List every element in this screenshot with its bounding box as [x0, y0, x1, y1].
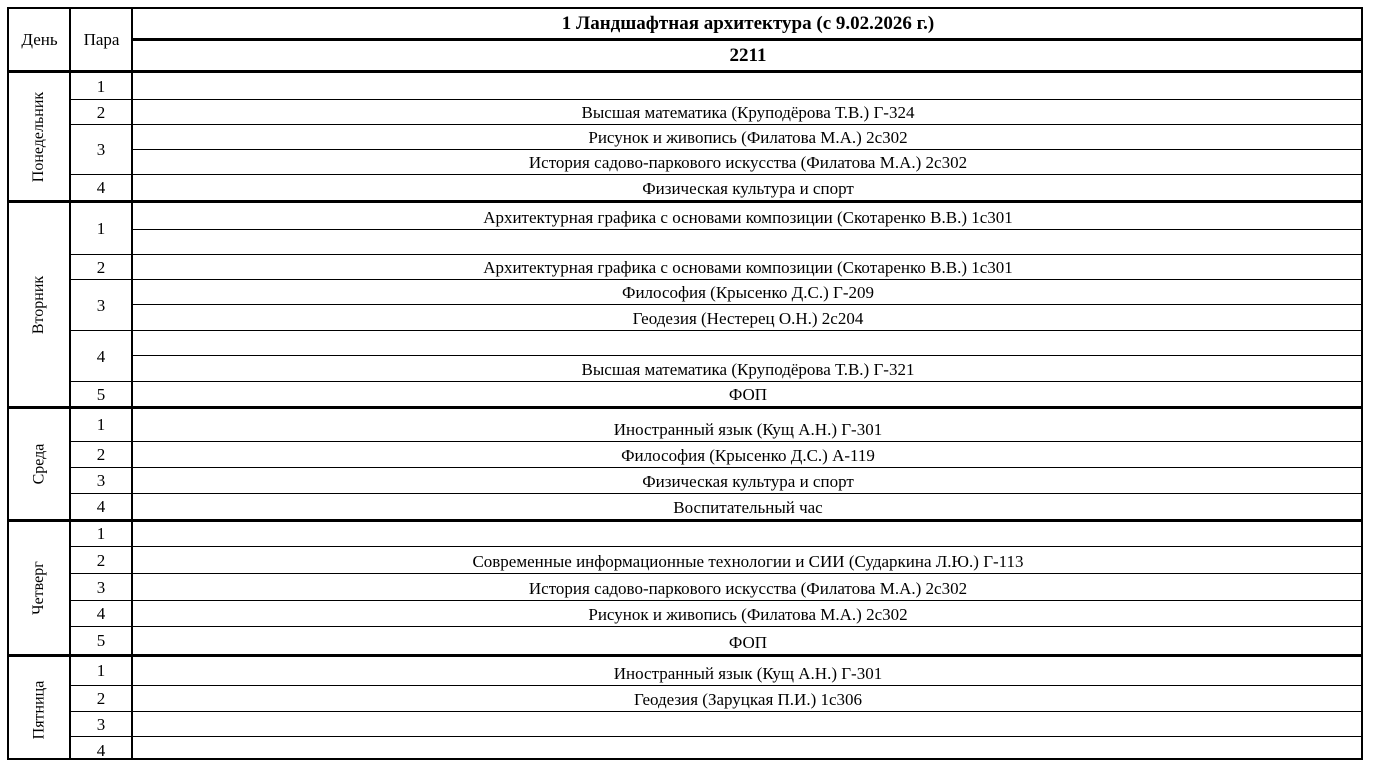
lesson-cell: Рисунок и живопись (Филатова М.А.) 2с302	[588, 605, 908, 624]
lesson-cell	[133, 712, 1363, 737]
lesson-cell: Рисунок и живопись (Филатова М.А.) 2с302	[588, 128, 908, 147]
lesson-cell	[133, 737, 1363, 764]
pair-number: 1	[96, 661, 106, 680]
lesson-cell	[133, 230, 1363, 255]
lesson-cell: Физическая культура и спорт	[642, 472, 854, 491]
pair-number: 2	[96, 445, 106, 464]
pair-number: 4	[96, 740, 106, 760]
day-name: Понедельник	[30, 91, 47, 183]
pair-number: 2	[96, 550, 106, 570]
pair-number: 1	[96, 218, 106, 238]
lesson-cell: Геодезия (Нестерец О.Н.) 2с204	[632, 309, 864, 328]
lesson-cell: Философия (Крысенко Д.С.) Г-209	[622, 283, 874, 302]
lesson-cell: Архитектурная графика с основами композиции (Скотаренко В.В.) 1с301	[483, 258, 1013, 277]
header-day: День	[21, 30, 58, 49]
day-name: Четверг	[30, 561, 47, 615]
pair-number: 3	[96, 295, 106, 315]
day-name: Среда	[30, 443, 47, 485]
lesson-cell: Высшая математика (Круподёрова Т.В.) Г-321	[581, 360, 915, 379]
lesson-cell: История садово-паркового искусства (Филатова М.А.) 2с302	[528, 579, 968, 598]
day-name: Пятница	[29, 680, 47, 740]
pair-number: 2	[96, 689, 106, 708]
lesson-cell: Философия (Крысенко Д.С.) А-119	[621, 446, 875, 465]
header-pair: Пара	[83, 30, 120, 49]
pair-number: 4	[96, 178, 106, 197]
pair-number: 5	[96, 384, 106, 404]
lesson-cell: История садово-паркового искусства (Филатова М.А.) 2с302	[528, 153, 968, 172]
lesson-cell: Высшая математика (Круподёрова Т.В.) Г-324	[581, 103, 915, 122]
schedule-table	[7, 7, 1363, 760]
day-label	[9, 73, 69, 201]
pair-number: 1	[96, 524, 106, 543]
day-label	[9, 521, 69, 655]
row-divider	[133, 38, 1363, 41]
pair-number: 4	[96, 346, 106, 366]
pair-number: 2	[96, 102, 106, 122]
day-label	[9, 408, 69, 520]
pair-number: 3	[96, 140, 106, 159]
pair-number: 3	[96, 471, 106, 490]
pair-number: 4	[96, 604, 106, 623]
pair-number: 1	[96, 76, 106, 96]
day-label	[9, 202, 69, 407]
day-label	[9, 656, 69, 764]
lesson-cell: Иностранный язык (Кущ А.Н.) Г-301	[613, 664, 883, 683]
lesson-cell	[133, 73, 1363, 100]
lesson-cell: Архитектурная графика с основами композиции (Скотаренко В.В.) 1с301	[483, 208, 1013, 227]
pair-number: 3	[96, 577, 106, 597]
pair-number: 3	[96, 714, 106, 734]
lesson-cell	[133, 521, 1363, 547]
header-title: 1 Ландшафтная архитектура (с 9.02.2026 г.)	[561, 13, 935, 34]
pair-number: 5	[96, 631, 106, 650]
lesson-cell: Воспитательный час	[673, 498, 823, 517]
pair-number: 4	[96, 497, 106, 516]
header-group: 2211	[729, 45, 767, 66]
lesson-cell	[133, 331, 1363, 356]
lesson-cell: ФОП	[728, 633, 768, 652]
pair-number: 2	[96, 257, 106, 277]
lesson-cell: ФОП	[728, 385, 768, 404]
day-name: Вторник	[29, 275, 47, 334]
lesson-cell: Современные информационные технологии и СИИ (Сударкина Л.Ю.) Г-113	[472, 552, 1024, 571]
lesson-cell: Геодезия (Заруцкая П.И.) 1с306	[633, 690, 863, 709]
lesson-cell: Физическая культура и спорт	[642, 179, 854, 198]
pair-number: 1	[96, 415, 106, 434]
lesson-cell: Иностранный язык (Кущ А.Н.) Г-301	[613, 420, 883, 439]
